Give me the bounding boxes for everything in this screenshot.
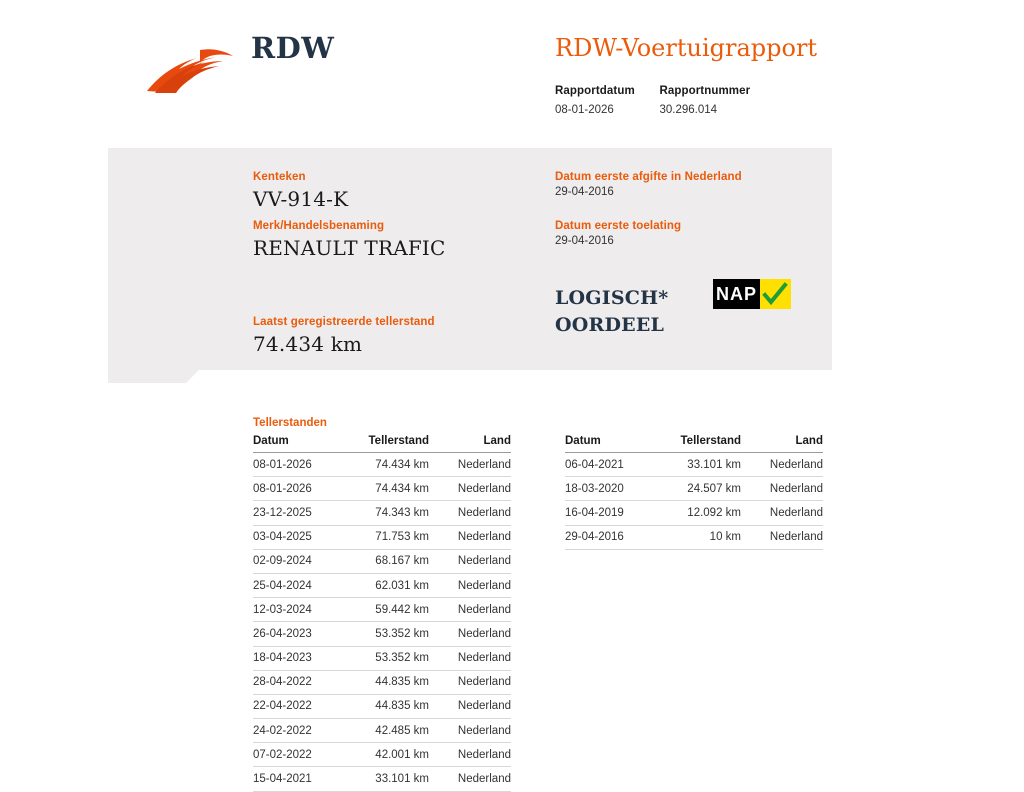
col-tellerstand: Tellerstand	[339, 435, 429, 453]
cell-tellerstand: 74.434 km	[339, 453, 429, 477]
field-laatste-tellerstand	[253, 316, 435, 356]
col-tellerstand: Tellerstand	[651, 435, 741, 453]
meta-label: Rapportnummer	[659, 85, 751, 97]
cell-datum: 12-03-2024	[253, 598, 339, 622]
cell-land: Nederland	[429, 573, 511, 597]
cell-land: Nederland	[429, 525, 511, 549]
panel-notch	[108, 370, 186, 383]
cell-land: Nederland	[429, 549, 511, 573]
cell-datum: 18-04-2023	[253, 646, 339, 670]
cell-datum: 08-01-2026	[253, 477, 339, 501]
field-value: 74.434 km	[253, 332, 363, 356]
table-row	[253, 453, 511, 477]
cell-land: Nederland	[429, 453, 511, 477]
table-row	[253, 767, 511, 791]
cell-land: Nederland	[429, 694, 511, 718]
cell-datum: 16-04-2019	[565, 501, 651, 525]
meta-label: Rapportdatum	[555, 85, 635, 97]
cell-tellerstand: 74.434 km	[339, 477, 429, 501]
report-header	[0, 0, 1024, 148]
cell-tellerstand: 53.352 km	[339, 646, 429, 670]
tellerstanden-table-right	[565, 435, 823, 550]
cell-tellerstand: 33.101 km	[651, 453, 741, 477]
cell-land: Nederland	[429, 477, 511, 501]
table-row	[565, 501, 823, 525]
field-value: 29-04-2016	[555, 186, 614, 198]
nap-verdict	[555, 285, 668, 339]
table-row	[565, 525, 823, 549]
field-value: VV-914-K	[253, 187, 349, 211]
cell-tellerstand: 24.507 km	[651, 477, 741, 501]
field-merk	[253, 220, 446, 260]
field-value: 29-04-2016	[555, 235, 614, 247]
report-meta	[555, 84, 819, 119]
cell-datum: 06-04-2021	[565, 453, 651, 477]
cell-tellerstand: 74.343 km	[339, 501, 429, 525]
cell-tellerstand: 12.092 km	[651, 501, 741, 525]
rdw-logo-text: RDW	[251, 31, 335, 65]
cell-datum: 18-03-2020	[565, 477, 651, 501]
meta-rapportnummer	[659, 84, 819, 119]
table-row	[253, 743, 511, 767]
field-value: RENAULT TRAFIC	[253, 236, 446, 260]
table-body-right	[565, 453, 823, 550]
rdw-flame-icon	[145, 46, 240, 94]
nap-check-icon	[763, 283, 787, 305]
table-row	[253, 525, 511, 549]
meta-value: 30.296.014	[659, 104, 718, 116]
field-label: Datum eerste afgifte in Nederland	[555, 171, 742, 183]
cell-land: Nederland	[741, 501, 823, 525]
cell-datum: 22-04-2022	[253, 694, 339, 718]
field-eerste-afgifte	[555, 171, 742, 198]
verdict-line-2: OORDEEL	[555, 314, 665, 336]
tellerstanden-table-left	[253, 435, 511, 792]
tellerstanden-title: Tellerstanden	[253, 417, 327, 429]
table-body-left	[253, 453, 511, 792]
cell-land: Nederland	[741, 477, 823, 501]
nap-logo	[713, 279, 791, 309]
cell-datum: 15-04-2021	[253, 767, 339, 791]
cell-land: Nederland	[429, 501, 511, 525]
cell-datum: 26-04-2023	[253, 622, 339, 646]
table-header-row	[565, 435, 823, 453]
field-label: Laatst geregistreerde tellerstand	[253, 316, 435, 328]
cell-tellerstand: 42.485 km	[339, 719, 429, 743]
col-datum: Datum	[565, 435, 651, 453]
cell-land: Nederland	[429, 646, 511, 670]
cell-datum: 29-04-2016	[565, 525, 651, 549]
cell-tellerstand: 53.352 km	[339, 622, 429, 646]
meta-rapportdatum	[555, 84, 655, 119]
field-eerste-toelating	[555, 220, 681, 247]
cell-tellerstand: 71.753 km	[339, 525, 429, 549]
cell-datum: 07-02-2022	[253, 743, 339, 767]
cell-datum: 08-01-2026	[253, 453, 339, 477]
verdict-line-1: LOGISCH*	[555, 287, 669, 309]
cell-tellerstand: 59.442 km	[339, 598, 429, 622]
cell-land: Nederland	[429, 622, 511, 646]
cell-land: Nederland	[741, 525, 823, 549]
cell-tellerstand: 33.101 km	[339, 767, 429, 791]
table-row	[565, 453, 823, 477]
cell-land: Nederland	[429, 670, 511, 694]
cell-datum: 24-02-2022	[253, 719, 339, 743]
field-label: Kenteken	[253, 171, 306, 183]
cell-land: Nederland	[429, 743, 511, 767]
cell-datum: 25-04-2024	[253, 573, 339, 597]
table-row	[253, 646, 511, 670]
table-row	[253, 719, 511, 743]
cell-land: Nederland	[741, 453, 823, 477]
col-datum: Datum	[253, 435, 339, 453]
table-row	[565, 477, 823, 501]
table-row	[253, 501, 511, 525]
field-label: Merk/Handelsbenaming	[253, 220, 385, 232]
cell-tellerstand: 62.031 km	[339, 573, 429, 597]
cell-datum: 28-04-2022	[253, 670, 339, 694]
cell-land: Nederland	[429, 719, 511, 743]
table-header-row	[253, 435, 511, 453]
cell-tellerstand: 42.001 km	[339, 743, 429, 767]
cell-datum: 23-12-2025	[253, 501, 339, 525]
cell-tellerstand: 44.835 km	[339, 694, 429, 718]
table-row	[253, 549, 511, 573]
table-row	[253, 670, 511, 694]
meta-value: 08-01-2026	[555, 104, 614, 116]
table-row	[253, 694, 511, 718]
table-row	[253, 477, 511, 501]
field-kenteken	[253, 171, 348, 211]
field-label: Datum eerste toelating	[555, 220, 682, 232]
cell-land: Nederland	[429, 598, 511, 622]
table-row	[253, 622, 511, 646]
report-title: RDW-Voertuigrapport	[555, 34, 818, 62]
table-row	[253, 573, 511, 597]
cell-land: Nederland	[429, 767, 511, 791]
col-land: Land	[741, 435, 823, 453]
rdw-logo	[145, 30, 335, 100]
cell-tellerstand: 68.167 km	[339, 549, 429, 573]
table-row	[253, 598, 511, 622]
cell-tellerstand: 10 km	[651, 525, 741, 549]
cell-datum: 03-04-2025	[253, 525, 339, 549]
col-land: Land	[429, 435, 511, 453]
cell-tellerstand: 44.835 km	[339, 670, 429, 694]
cell-datum: 02-09-2024	[253, 549, 339, 573]
nap-logo-text: NAP	[713, 279, 760, 309]
